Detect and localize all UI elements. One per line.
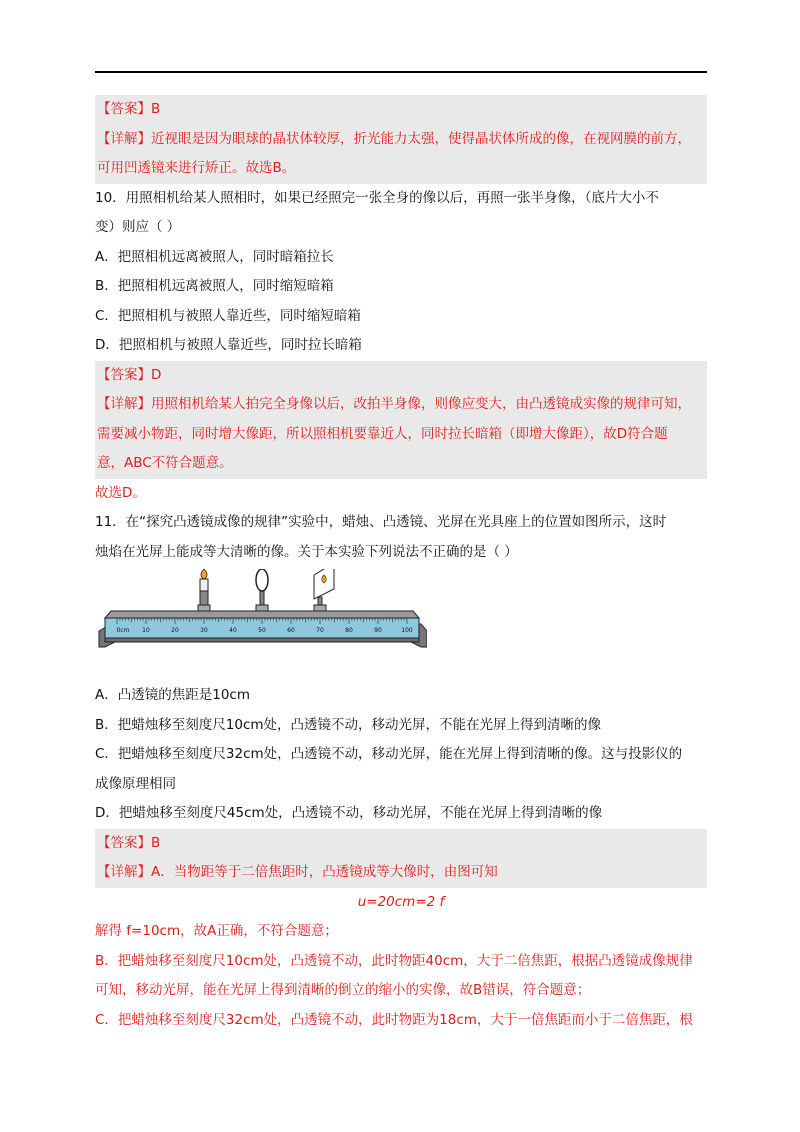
scale-label: 30: [200, 627, 208, 634]
detail-line: 可知，移动光屏，能在光屏上得到清晰的倒立的缩小的实像，故B错误，符合题意；: [95, 982, 591, 998]
option-d: D．把照相机与被照人靠近些，同时拉长暗箱: [95, 337, 362, 353]
scale-label: 40: [229, 627, 237, 634]
option-a: A．把照相机远离被照人，同时暗箱拉长: [95, 248, 334, 265]
formula: u=20cm=2 f: [357, 893, 445, 910]
detail-line: C．把蜡烛移至刻度尺32cm处，凸透镜不动，此时物距为18cm，大于一倍焦距而小于二倍焦距，根: [95, 1011, 693, 1028]
bench-top-rail: [105, 611, 419, 618]
detail-line: 故选D。: [95, 484, 146, 501]
detail-tag: 【详解】: [97, 864, 151, 880]
detail-line: [97, 390, 705, 420]
scale-label: 80: [345, 627, 353, 634]
detail-tag: 【详解】: [97, 130, 151, 147]
answer-block-11: [95, 829, 707, 888]
question-stem-line: 烛焰在光屏上能成等大清晰的像。关于本实验下列说法不正确的是（ ）: [95, 543, 518, 560]
answer-tag: 【答案】: [97, 834, 151, 851]
option-a: A．凸透镜的焦距是10cm: [95, 687, 250, 703]
optical-bench-figure: [95, 567, 707, 677]
question-11: [95, 508, 707, 829]
answer-block-9: [95, 95, 707, 184]
answer-tag: 【答案】: [97, 366, 151, 383]
answer-tag: 【答案】: [97, 101, 151, 117]
option-b: B．把照相机远离被照人，同时缩短暗箱: [95, 278, 334, 294]
answer-line: [97, 361, 705, 391]
detail-line: 意，ABC不符合题意。: [97, 455, 233, 471]
option-c-cont: 成像原理相同: [95, 775, 176, 792]
option-d: D．把蜡烛移至刻度尺45cm处，凸透镜不动，移动光屏，不能在光屏上得到清晰的像: [95, 805, 603, 821]
answer-value: D: [151, 366, 162, 383]
question-stem-line: 10．用照相机给某人照相时，如果已经照完一张全身的像以后，再照一张半身像，（底片大小不: [95, 189, 659, 206]
scale-label: 90: [374, 627, 382, 634]
detail-text: 用照相机给某人拍完全身像以后，改拍半身像，则像应变大，由凸透镜成实像的规律可知，: [151, 396, 691, 412]
scale-label: 70: [316, 627, 324, 634]
detail-text: A．当物距等于二倍焦距时，凸透镜成等大像时，由图可知: [151, 864, 498, 880]
detail-line: 可用凹透镜来进行矫正。故选B。: [97, 160, 296, 176]
light-screen: [314, 569, 334, 611]
detail-line: 解得 f=10cm，故A正确，不符合题意；: [95, 923, 338, 939]
answer-value: B: [151, 101, 161, 117]
scale-label: 100: [401, 627, 413, 634]
scale-label: 10: [142, 627, 150, 634]
answer-block-10: [95, 361, 707, 479]
question-stem-line: 变）则应（ ）: [95, 219, 181, 235]
question-stem-line: 11．在“探究凸透镜成像的规律”实验中，蜡烛、凸透镜、光屏在光具座上的位置如图所示，这时: [95, 514, 667, 530]
document-body: [95, 95, 707, 1035]
detail-line: 需要减小物距，同时增大像距，所以照相机要靠近人，同时拉长暗箱（即增大像距），故D符合题: [97, 425, 668, 442]
answer-value: B: [151, 834, 161, 851]
header-rule: [95, 71, 707, 73]
detail-tag: 【详解】: [97, 396, 151, 412]
optical-bench-diagram: [97, 569, 427, 669]
option-c: C．把照相机与被照人靠近些，同时缩短暗箱: [95, 307, 361, 324]
candle: [198, 569, 210, 611]
question-10: [95, 184, 707, 361]
bench-bottom-edge: [105, 638, 419, 642]
option-c: C．把蜡烛移至刻度尺32cm处，凸透镜不动，移动光屏，能在光屏上得到清晰的像。这与投影仪的: [95, 746, 683, 762]
scale-label: 20: [171, 627, 179, 634]
detail-line: B．把蜡烛移至刻度尺10cm处，凸透镜不动，此时物距40cm，大于二倍焦距，根据凸透镜成像规律: [95, 952, 693, 969]
detail-text: 近视眼是因为眼球的晶状体较厚，折光能力太强，使得晶状体所成的像，在视网膜的前方，: [151, 130, 691, 147]
answer-line: [97, 95, 705, 125]
scale-label: 0cm: [116, 627, 130, 634]
detail-line: [97, 125, 705, 155]
answer-line: [97, 829, 705, 859]
scale-label: 50: [258, 627, 266, 634]
convex-lens: [256, 569, 268, 611]
option-b: B．把蜡烛移至刻度尺10cm处，凸透镜不动，移动光屏，不能在光屏上得到清晰的像: [95, 716, 602, 733]
scale-label: 60: [287, 627, 295, 634]
detail-line: [97, 858, 705, 888]
